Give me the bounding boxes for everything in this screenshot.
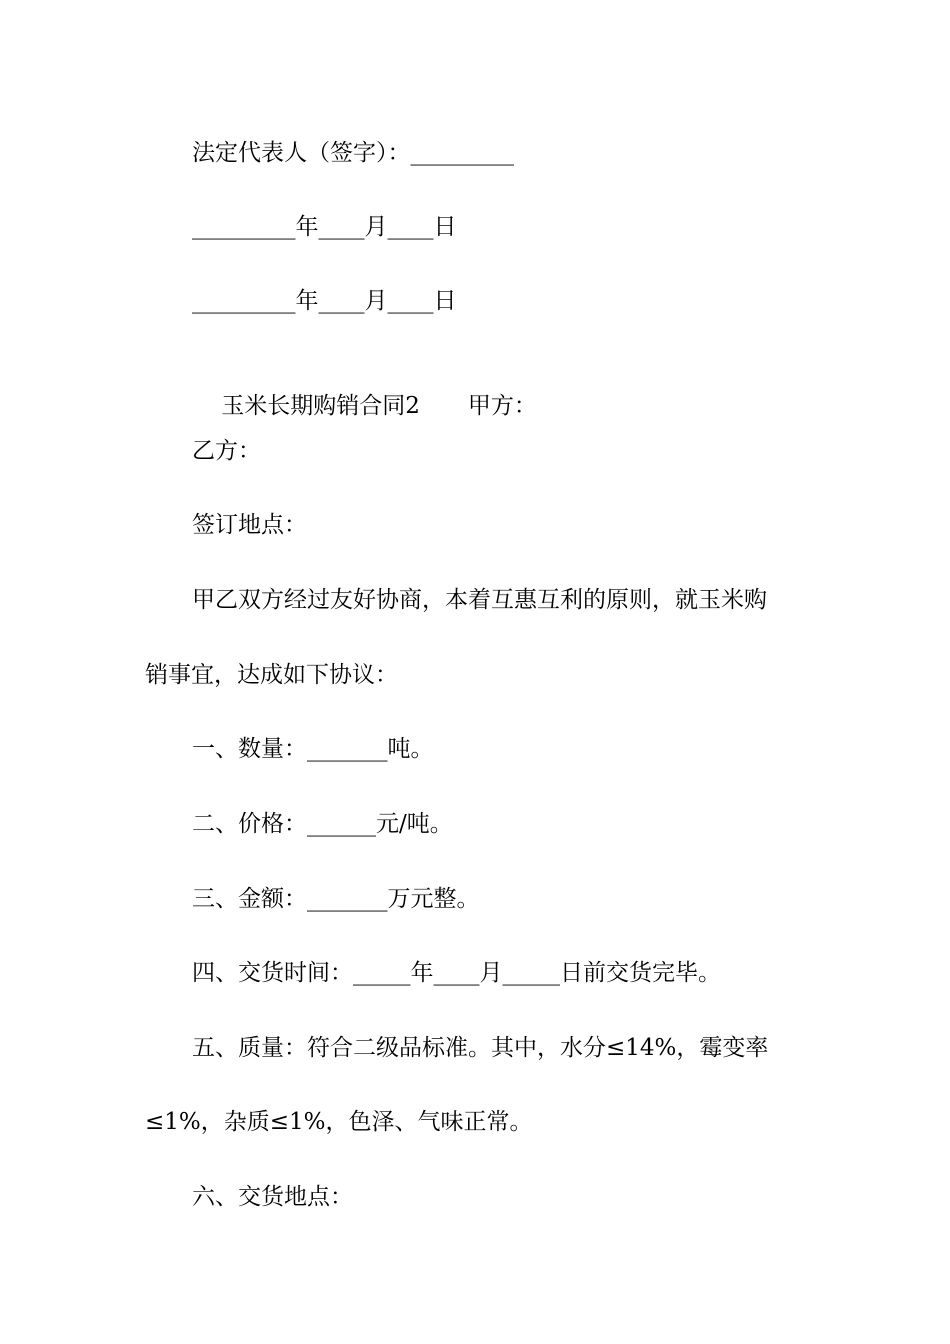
- clause-delivery-time: 四、交货时间：_____年____月_____日前交货完毕。: [192, 960, 721, 986]
- contract-title-party-a-line: [192, 361, 537, 419]
- clause-quantity: 一、数量：_______吨。: [192, 736, 434, 762]
- clause-amount: 三、金额：_______万元整。: [192, 886, 480, 912]
- signing-place-label: 签订地点：: [192, 512, 307, 538]
- date-line-1: _________年____月____日: [192, 214, 457, 240]
- clause-price: 二、价格：______元/吨。: [192, 811, 453, 837]
- clause-delivery-place: 六、交货地点：: [192, 1184, 353, 1210]
- date-line-2: _________年____月____日: [192, 288, 457, 314]
- party-a-label: 甲方：: [467, 393, 537, 419]
- clause-quality-line-2: ≤1%，杂质≤1%，色泽、气味正常。: [145, 1109, 533, 1135]
- legal-representative-signature-line: 法定代表人（签字）：_________: [192, 140, 514, 166]
- preamble-paragraph-line-2: 销事宜，达成如下协议：: [145, 662, 398, 688]
- clause-quality-line-1: 五、质量：符合二级品标准。其中，水分≤14%，霉变率: [192, 1035, 769, 1061]
- party-b-label: 乙方：: [192, 438, 261, 464]
- preamble-paragraph-line-1: 甲乙双方经过友好协商，本着互惠互利的原则，就玉米购: [192, 587, 767, 613]
- contract-title: 玉米长期购销合同2: [221, 393, 420, 419]
